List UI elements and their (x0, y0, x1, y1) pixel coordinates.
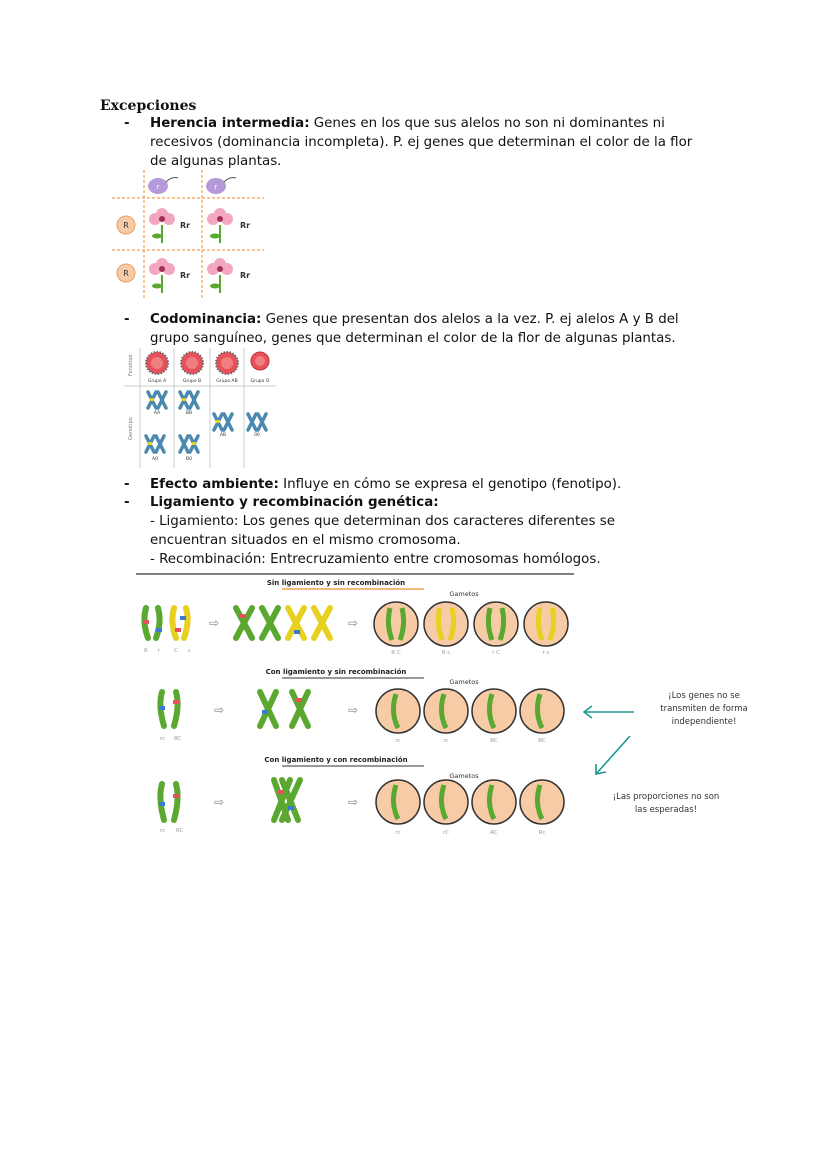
item-efecto-ambiente: - Efecto ambiente: Influye en cómo se expresa el genotipo (fenotipo). (124, 477, 622, 492)
svg-text:RC: RC (490, 830, 498, 836)
chromosome-icon (160, 692, 308, 726)
gamete-top-1: r (156, 183, 160, 191)
svg-text:R: R (144, 648, 148, 654)
gamete-left-1: R (123, 221, 129, 230)
gamete-cell-icon (376, 780, 420, 824)
chromosome-pair-icon (146, 392, 266, 452)
svg-text:r c: r c (542, 650, 550, 656)
svg-text:Rc: Rc (538, 830, 546, 836)
gamete-cell-icon (424, 780, 468, 824)
gamete-cell-icon (424, 602, 468, 646)
arrow-icon: ⇨ (209, 616, 220, 630)
term-efecto: Efecto ambiente: (150, 477, 279, 492)
cell-genotype: Rr (240, 271, 251, 280)
pollen-gamete-icon (148, 178, 178, 195)
cell-genotype: Rr (240, 221, 251, 230)
term-herencia: Herencia intermedia: (150, 116, 310, 131)
svg-text:A0: A0 (152, 457, 158, 462)
svg-text:00: 00 (254, 433, 260, 438)
group-label: Grupo AB (216, 379, 238, 384)
red-blood-cell-icon (216, 352, 238, 374)
svg-text:¡Las proporciones no son: ¡Las proporciones no son (612, 792, 720, 802)
svg-text:B0: B0 (186, 457, 192, 462)
gamete-top-2: r (214, 183, 218, 191)
pink-flower-icon (207, 208, 233, 243)
red-blood-cell-icon (251, 352, 269, 370)
term-ligamiento: Ligamiento y recombinación genética: (150, 495, 439, 510)
svg-text:rC: rC (442, 830, 450, 836)
svg-text:r C: r C (492, 650, 500, 656)
note-1 (660, 691, 748, 727)
chromosome-icon (160, 780, 300, 820)
blood-group-figure (124, 348, 276, 468)
svg-text:AB: AB (219, 433, 227, 438)
gamete-cell-icon (474, 602, 518, 646)
red-blood-cell-icon (181, 352, 203, 374)
group-label: Grupo A (147, 379, 167, 384)
arrow-icon: ⇨ (214, 795, 225, 809)
svg-text:c: c (188, 648, 192, 654)
arrow-icon: ⇨ (348, 703, 359, 717)
gamete-cell-icon (520, 689, 564, 733)
svg-text:rc: rc (443, 738, 449, 744)
group-label: Grupo O (250, 379, 270, 384)
cell-genotype: Rr (180, 221, 191, 230)
svg-text:Gametos: Gametos (449, 678, 479, 686)
gamete-cell-icon (520, 780, 564, 824)
svg-text:R c: R c (441, 650, 451, 656)
arrow-icon: ⇨ (214, 703, 225, 717)
teal-arrow-icon (584, 706, 634, 774)
gamete-cell-icon (472, 780, 516, 824)
svg-text:RC: RC (490, 738, 498, 744)
panel-title-3: Con ligamiento y con recombinación (264, 756, 408, 764)
note-2 (613, 792, 720, 815)
svg-text:C: C (174, 648, 178, 654)
cell-genotype: Rr (180, 271, 191, 280)
svg-text:RC: RC (538, 738, 546, 744)
svg-text:Gametos: Gametos (449, 772, 479, 780)
gamete-left-2: R (123, 269, 129, 278)
svg-text:RC: RC (176, 828, 184, 834)
chromosome-icon (144, 608, 330, 638)
punnett-square-figure (112, 170, 264, 300)
svg-text:rc: rc (395, 738, 401, 744)
svg-text:rc: rc (395, 830, 401, 836)
svg-text:BB: BB (185, 411, 193, 416)
svg-text:¡Los genes no se: ¡Los genes no se (668, 691, 740, 701)
term-codominancia: Codominancia: (150, 312, 262, 327)
gamete-cell-icon (374, 602, 418, 646)
arrow-icon: ⇨ (348, 616, 359, 630)
pink-flower-icon (207, 258, 233, 293)
svg-text:rc: rc (160, 828, 166, 834)
svg-text:RC: RC (174, 736, 182, 742)
gamete-cell-icon (524, 602, 568, 646)
item-herencia-intermedia: - Herencia intermedia: Genes en los que sus alelos no son ni dominantes ni recesivos (dominancia incompleta). P. ej genes que determinan el color de la flor de algunas plantas. (124, 116, 693, 169)
item-ligamiento: - Ligamiento y recombinación genética: - Ligamiento: Los genes que determinan dos caracteres diferentes se encuentran situados en el mismo cromosoma. - Recombinación: Entrecruzamiento entre cromosomas homólogos. (124, 495, 615, 567)
svg-text:AA: AA (153, 411, 161, 416)
gamete-cell-icon (472, 689, 516, 733)
panel-title-1: Sin ligamiento y sin recombinación (266, 579, 406, 587)
panel-title-2: Con ligamiento y sin recombinación (265, 668, 407, 676)
arrow-icon: ⇨ (348, 795, 359, 809)
svg-text:r: r (158, 648, 161, 654)
section-title: Excepciones (100, 98, 197, 114)
svg-text:rc: rc (160, 736, 166, 742)
pollen-gamete-icon (206, 178, 236, 195)
group-label: Grupo B (182, 379, 202, 384)
svg-text:transmiten de forma: transmiten de forma (660, 704, 748, 714)
gamete-cell-icon (424, 689, 468, 733)
item-codominancia: - Codominancia: Genes que presentan dos alelos a la vez. P. ej alelos A y B del grupo sanguíneo, genes que determinan el color de la flor de algunas plantas. (124, 312, 679, 346)
svg-text:independiente!: independiente! (671, 717, 737, 727)
side-label-genotipo: Genotipo (128, 417, 134, 440)
pink-flower-icon (149, 258, 175, 293)
svg-text:las esperadas!: las esperadas! (634, 805, 698, 815)
red-blood-cell-icon (146, 352, 168, 374)
gamete-cell-icon (376, 689, 420, 733)
linkage-figure (134, 570, 760, 840)
gametes-label: Gametos (449, 590, 479, 598)
side-label-fenotipo: Fenotipo (128, 354, 134, 376)
svg-text:R C: R C (391, 650, 401, 656)
pink-flower-icon (149, 208, 175, 243)
